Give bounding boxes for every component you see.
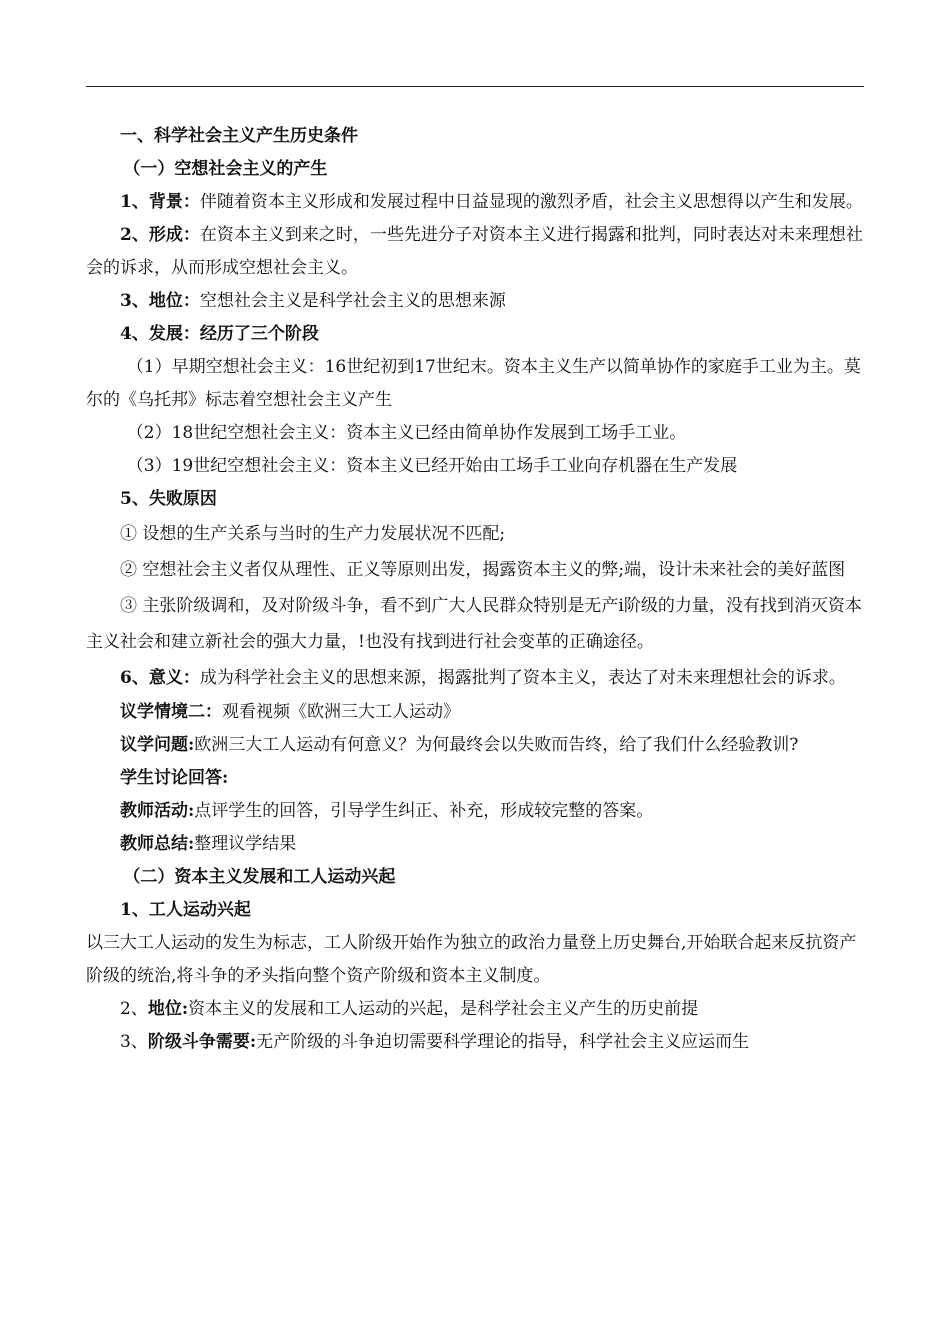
- subsection-heading-1: （一）空想社会主义的产生: [123, 159, 328, 179]
- reason-1: ① 设想的生产关系与当时的生产力发展状况不匹配;: [120, 524, 506, 544]
- discussion-situation: 议学情境二：观看视频《欧洲三大工人运动》: [120, 702, 460, 722]
- section-heading-1: 一、科学社会主义产生历史条件: [120, 126, 358, 146]
- sub-item-workers-movement: 1、工人运动兴起: [120, 900, 251, 920]
- student-discussion: 学生讨论回答:: [120, 768, 229, 788]
- item-significance: 6、意义：成为科学社会主义的思想来源，揭露批判了资本主义，表达了对未来理想社会的诉求。: [120, 668, 846, 688]
- item-development: 4、发展：经历了三个阶段: [120, 324, 319, 344]
- header-rule: [86, 86, 864, 87]
- item-background: 1、背景：伴随着资本主义形成和发展过程中日益显现的激烈矛盾，社会主义思想得以产生和发展。: [120, 192, 863, 212]
- stage-early: （1）早期空想社会主义：16世纪初到17世纪末。资本主义生产以简单协作的家庭手工业为主。莫尔的《乌托邦》标志着空想社会主义产生: [86, 357, 861, 410]
- stage-19th: （3）19世纪空想社会主义：资本主义已经开始由工场手工业向存机器在生产发展: [126, 456, 738, 476]
- sub-item-status: 2、地位:资本主义的发展和工人运动的兴起，是科学社会主义产生的历史前提: [120, 999, 699, 1019]
- reason-3: ③ 主张阶级调和，及对阶级斗争，看不到广大人民群众特别是无产i阶级的力量，没有找到消灭资本主义社会和建立新社会的强大力量，!也没有找到进行社会变革的正确途径。: [86, 596, 862, 652]
- teacher-summary: 教师总结:整理议学结果: [120, 834, 297, 854]
- item-failure-reasons: 5、失败原因: [120, 489, 217, 509]
- subsection-heading-2: （二）资本主义发展和工人运动兴起: [123, 867, 396, 887]
- document-body: [86, 120, 864, 1059]
- teacher-activity: 教师活动:点评学生的回答，引导学生纠正、补充，形成较完整的答案。: [120, 801, 654, 821]
- item-status: 3、地位：空想社会主义是科学社会主义的思想来源: [120, 291, 506, 311]
- discussion-question: 议学问题:欧洲三大工人运动有何意义？为何最终会以失败而告终，给了我们什么经验教训?: [120, 735, 799, 755]
- sub-item-class-struggle: 3、阶级斗争需要:无产阶级的斗争迫切需要科学理论的指导，科学社会主义应运而生: [120, 1032, 750, 1052]
- reason-2: ② 空想社会主义者仅从理性、正义等原则出发，揭露资本主义的弊;端，设计未来社会的美好蓝图: [120, 560, 846, 580]
- item-formation: 2、形成：在资本主义到来之时，一些先进分子对资本主义进行揭露和批判，同时表达对未来理想社会的诉求，从而形成空想社会主义。: [86, 225, 863, 278]
- workers-movement-text: 以三大工人运动的发生为标志，工人阶级开始作为独立的政治力量登上历史舞台,开始联合起来反抗资产阶级的统治,将斗争的矛头指向整个资产阶级和资本主义制度。: [86, 933, 857, 986]
- stage-18th: （2）18世纪空想社会主义：资本主义已经由简单协作发展到工场手工业。: [126, 423, 687, 443]
